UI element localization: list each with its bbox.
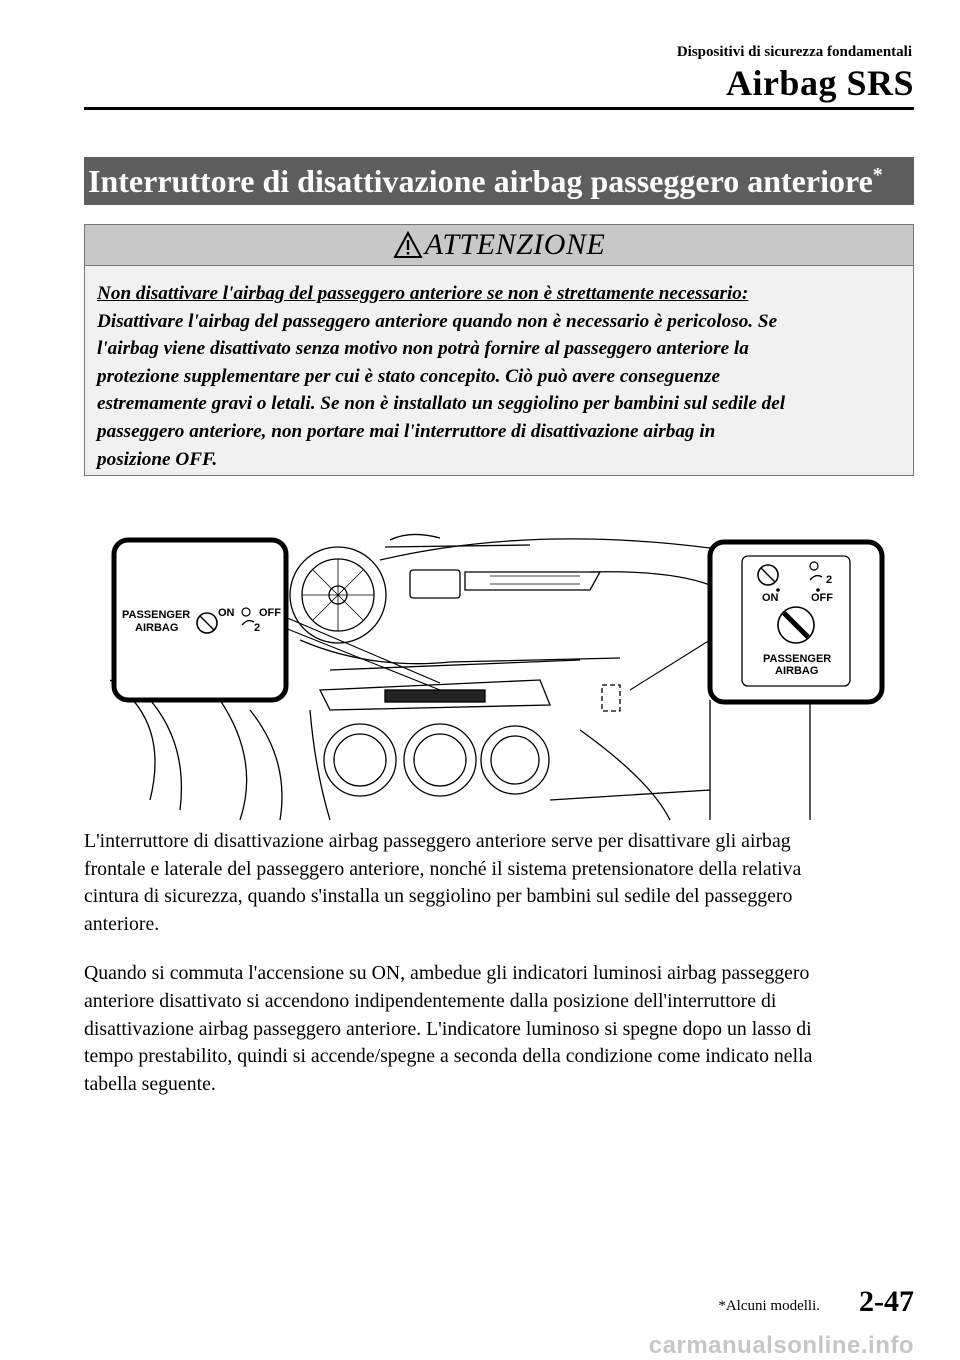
paragraph-line: tabella seguente. (84, 1072, 216, 1095)
warning-box (84, 224, 914, 476)
chapter-title: Dispositivi di sicurezza fondamentali (676, 44, 912, 60)
warning-line: Disattivare l'airbag del passeggero anteriore quando non è necessario è pericoloso. Se (97, 310, 778, 332)
header-divider (84, 107, 914, 110)
warning-text (85, 266, 913, 473)
watermark: carmanualsonline.info (648, 1332, 914, 1359)
left-label-on: ON (218, 607, 235, 619)
section-heading-asterisk: * (872, 163, 883, 186)
right-label-num: 2 (826, 574, 833, 586)
paragraph-line: anteriore. (84, 912, 160, 935)
warning-line: Non disattivare l'airbag del passeggero anteriore se non è strettamente necessario: (97, 283, 749, 304)
right-label-off: OFF (811, 592, 833, 604)
paragraph (84, 960, 914, 1098)
warning-line: l'airbag viene disattivato senza motivo non potrà fornire al passeggero anteriore la (97, 338, 749, 360)
left-label-off: OFF (259, 607, 281, 619)
paragraph-line: L'interruttore di disattivazione airbag passeggero anteriore serve per disattivare gli airbag (84, 830, 791, 852)
left-label-num: 2 (254, 622, 261, 634)
left-label-airbag: AIRBAG (135, 622, 179, 634)
right-callout-switch (710, 542, 882, 702)
paragraph-line: cintura di sicurezza, quando s'installa un seggiolino per bambini sul sedile del passeggero (84, 885, 793, 908)
page-number: 2-47 (859, 1285, 914, 1318)
warning-line: protezione supplementare per cui è stato concepito. Ciò può avere conseguenze (97, 365, 721, 387)
dashboard-illustration (110, 530, 890, 820)
warning-triangle-icon (393, 231, 423, 259)
left-callout-switch-label (114, 540, 286, 700)
section-heading-text: Interruttore di disattivazione airbag passeggero anteriore (88, 162, 873, 199)
paragraph (84, 828, 914, 938)
warning-line: posizione OFF. (97, 448, 218, 470)
paragraph-line: Quando si commuta l'accensione su ON, ambedue gli indicatori luminosi airbag passeggero (84, 962, 810, 985)
paragraph-line: disattivazione airbag passeggero anteriore. L'indicatore luminoso si spegne dopo un lasso di (84, 1017, 812, 1040)
paragraph-line: frontale e laterale del passeggero anteriore, nonché il sistema pretensionatore della relativa (84, 857, 802, 880)
warning-title: ATTENZIONE (424, 228, 606, 261)
right-label-passenger: PASSENGER (763, 653, 832, 665)
page-section-title: Airbag SRS (725, 63, 914, 103)
body-text (84, 828, 914, 1120)
paragraph-line: anteriore disattivato si accendono indipendentemente dalla posizione dell'interruttore di (84, 989, 777, 1012)
warning-header (85, 225, 913, 266)
right-label-airbag: AIRBAG (775, 665, 819, 677)
warning-line: estremamente gravi o letali. Se non è installato un seggiolino per bambini sul sedile del (97, 393, 786, 415)
warning-line: passeggero anteriore, non portare mai l'interruttore di disattivazione airbag in (97, 420, 716, 442)
paragraph-line: tempo prestabilito, quindi si accende/spegne a seconda della condizione come indicato nella (84, 1045, 813, 1068)
footnote: *Alcuni modelli. (718, 1298, 820, 1314)
left-label-passenger: PASSENGER (122, 609, 191, 621)
right-label-on: ON (762, 592, 779, 604)
section-heading (84, 157, 914, 205)
